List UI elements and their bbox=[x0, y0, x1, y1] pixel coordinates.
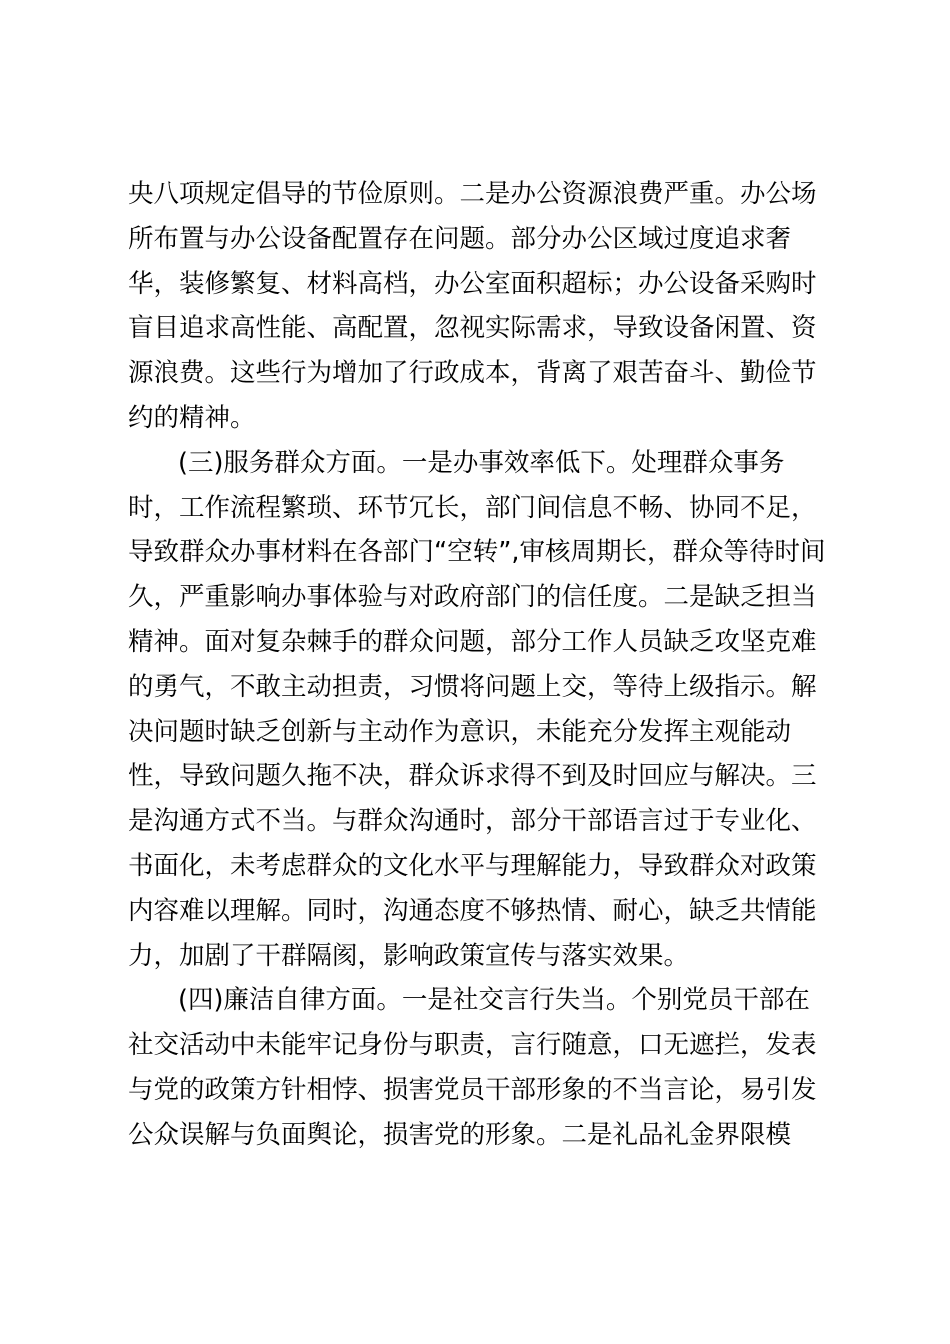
text-line: (三)服务群众方面。一是办事效率低下。处理群众事务 bbox=[178, 447, 785, 478]
text-line: 时，工作流程繁琐、环节冗长，部门间信息不畅、协同不足， bbox=[128, 492, 817, 523]
text-line: 力，加剧了干群隔阂，影响政策宣传与落实效果。 bbox=[128, 940, 690, 971]
text-line: 所布置与办公设备配置存在问题。部分办公区域过度追求奢 bbox=[128, 223, 792, 254]
text-line: 性，导致问题久拖不决，群众诉求得不到及时回应与解决。三 bbox=[128, 761, 817, 792]
body-text bbox=[128, 172, 828, 1158]
text-line: 社交活动中未能牢记身份与职责，言行随意，口无遮拦，发表 bbox=[128, 1030, 817, 1061]
text-line: 内容难以理解。同时，沟通态度不够热情、耐心，缺乏共情能 bbox=[128, 895, 817, 926]
text-line: (四)廉洁自律方面。一是社交言行失当。个别党员干部在 bbox=[178, 985, 810, 1016]
text-line: 的勇气，不敢主动担责，习惯将问题上交，等待上级指示。解 bbox=[128, 671, 817, 702]
text-line: 久，严重影响办事体验与对政府部门的信任度。二是缺乏担当 bbox=[128, 582, 817, 613]
text-line: 盲目追求高性能、高配置，忽视实际需求，导致设备闲置、资 bbox=[128, 313, 817, 344]
text-line: 决问题时缺乏创新与主动作为意识，未能充分发挥主观能动 bbox=[128, 716, 792, 747]
text-line: 精神。面对复杂棘手的群众问题，部分工作人员缺乏攻坚克难 bbox=[128, 626, 817, 657]
text-line: 与党的政策方针相悖、损害党员干部形象的不当言论，易引发 bbox=[128, 1074, 817, 1105]
text-line: 约的精神。 bbox=[128, 402, 256, 433]
text-line: 公众误解与负面舆论，损害党的形象。二是礼品礼金界限模 bbox=[128, 1119, 792, 1150]
text-line: 源浪费。这些行为增加了行政成本，背离了艰苦奋斗、勤俭节 bbox=[128, 358, 817, 389]
text-line: 导致群众办事材料在各部门“空转”,审核周期长，群众等待时间 bbox=[128, 537, 826, 568]
text-line: 是沟通方式不当。与群众沟通时，部分干部语言过于专业化、 bbox=[128, 806, 817, 837]
text-line: 华，装修繁复、材料高档，办公室面积超标；办公设备采购时 bbox=[128, 268, 817, 299]
text-line: 书面化，未考虑群众的文化水平与理解能力，导致群众对政策 bbox=[128, 850, 817, 881]
text-line: 央八项规定倡导的节俭原则。二是办公资源浪费严重。办公场 bbox=[128, 179, 817, 209]
